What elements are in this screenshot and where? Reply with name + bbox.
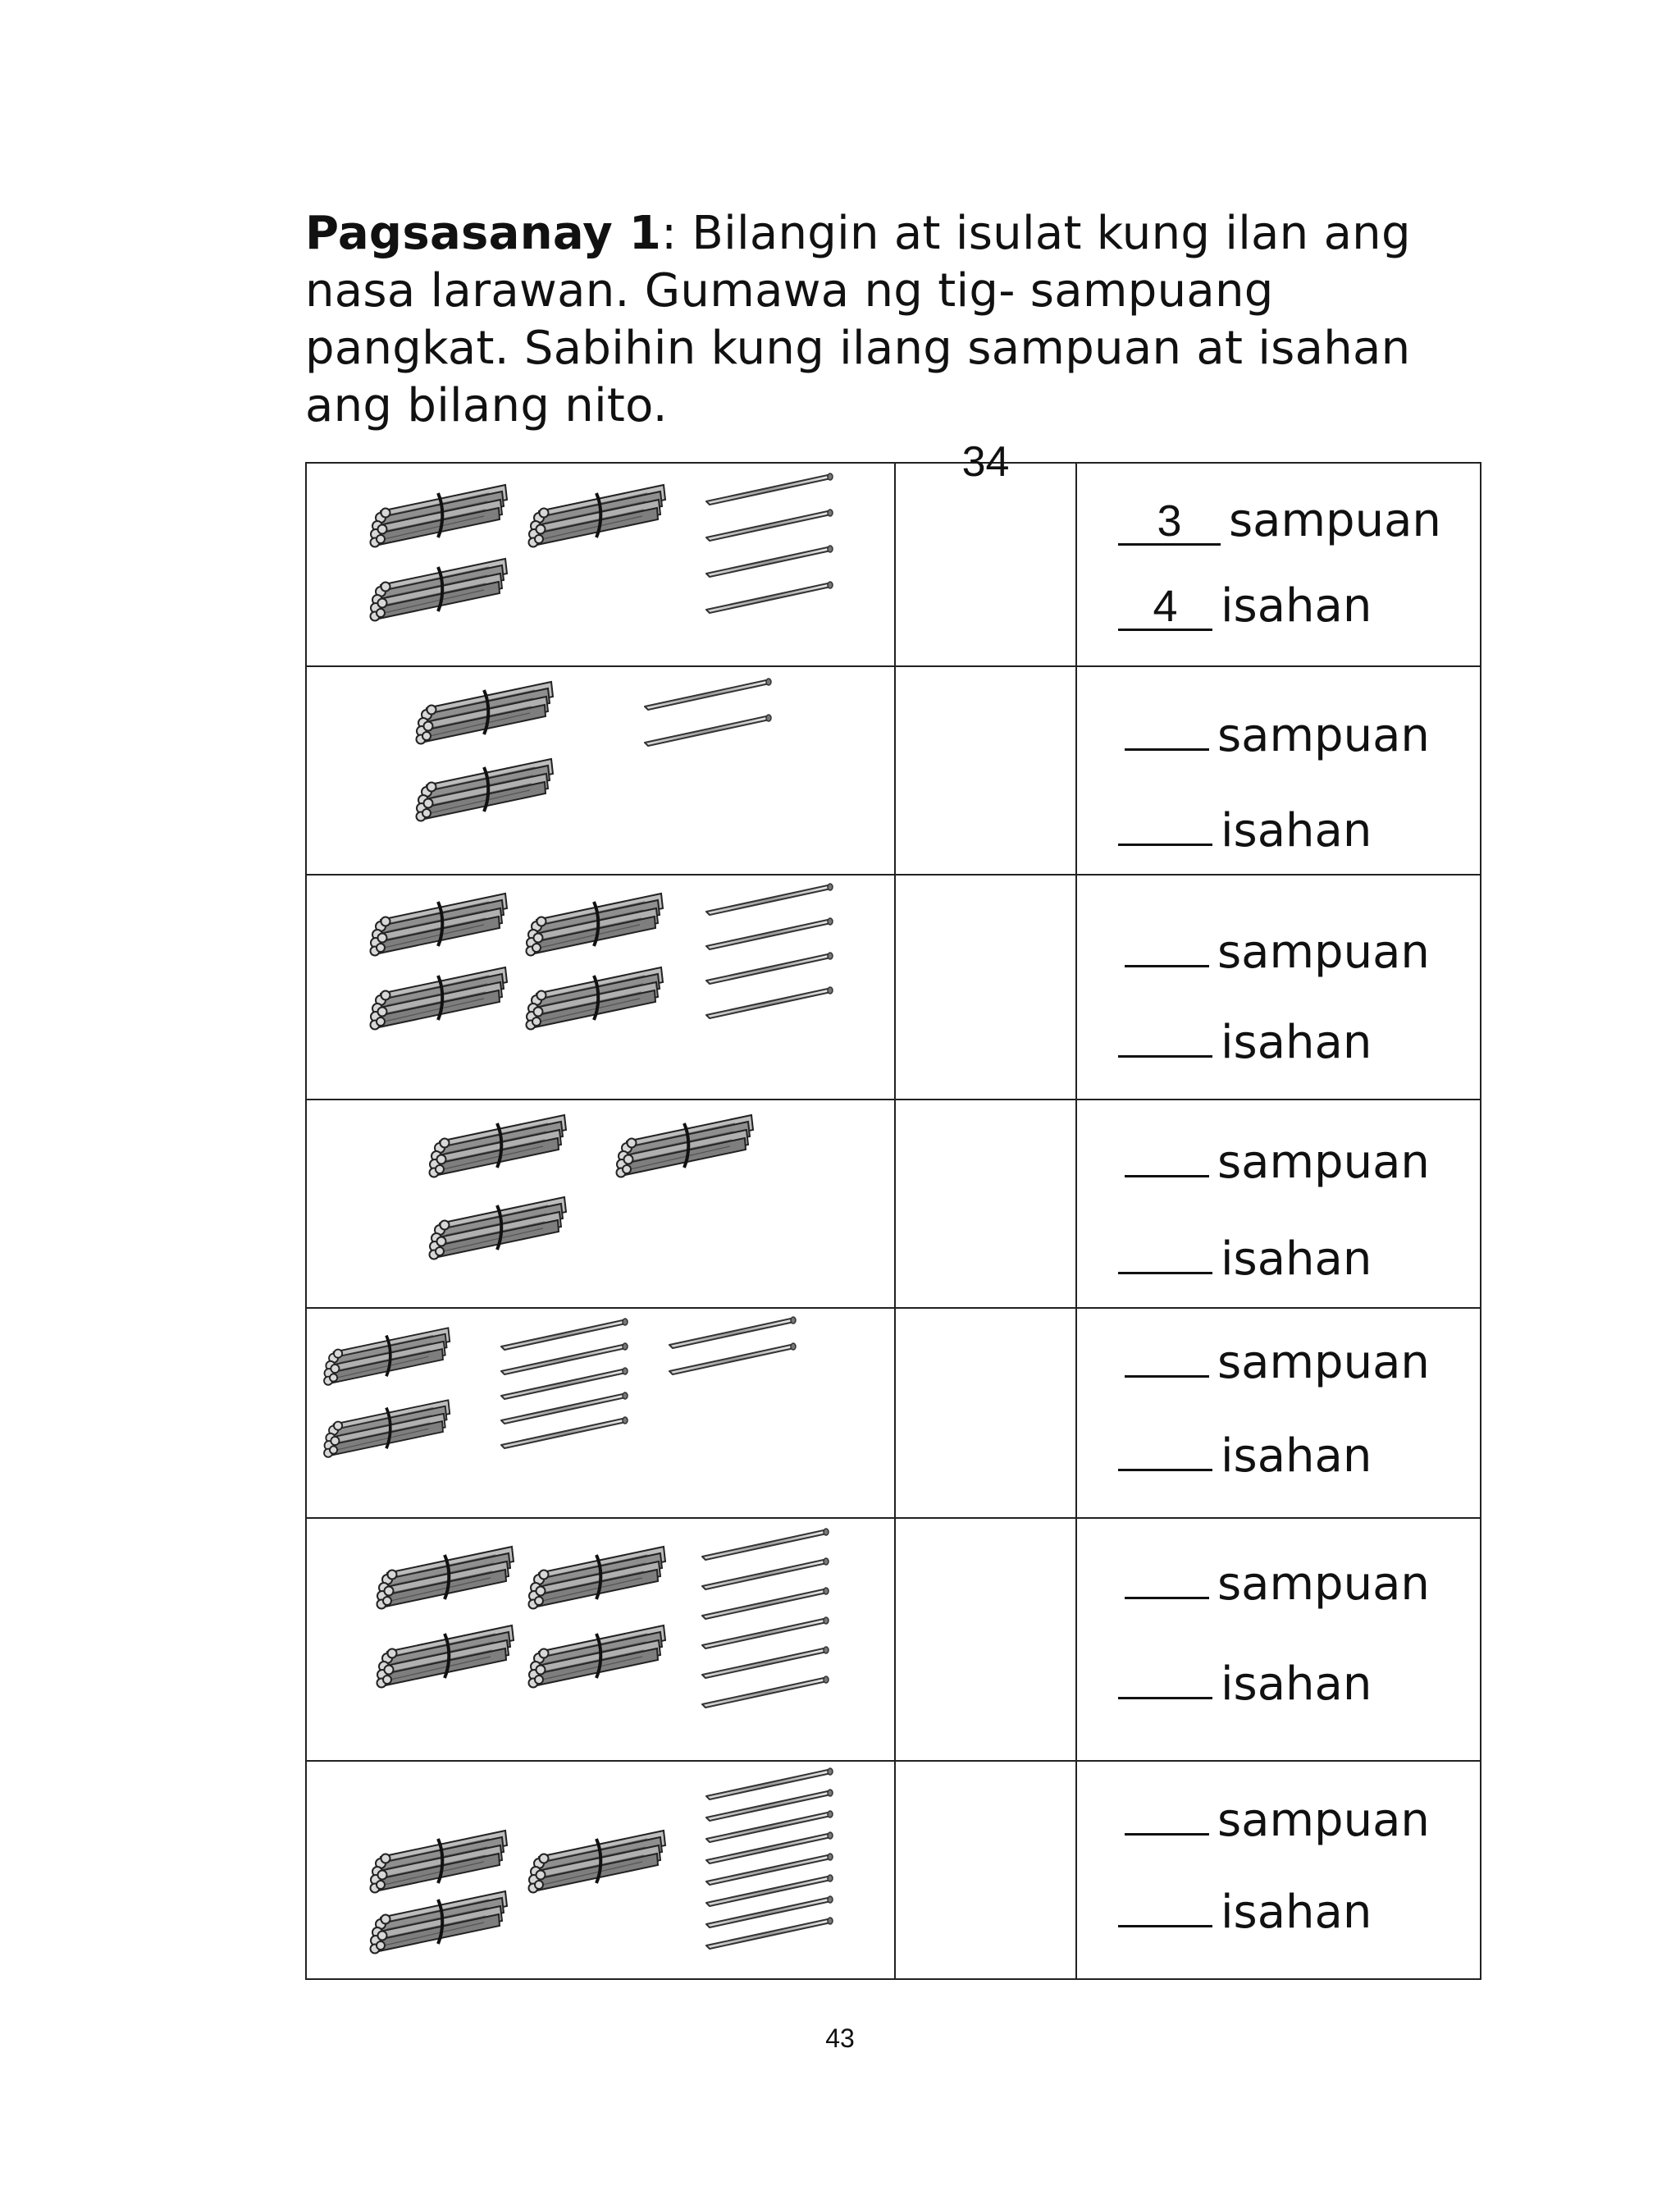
bundles-and-sticks-picture	[307, 1100, 894, 1307]
tens-line	[1125, 1557, 1480, 1611]
single-stick-icon	[706, 884, 833, 915]
ten-bundle-icon	[371, 967, 508, 1030]
tens-line	[1125, 926, 1480, 979]
tens-label: sampuan	[1217, 1136, 1430, 1189]
tens-line	[1125, 709, 1480, 762]
ones-label: isahan	[1221, 1232, 1372, 1286]
single-stick-icon	[501, 1319, 628, 1350]
ten-bundle-icon	[430, 1115, 567, 1177]
bundles-and-sticks-picture	[307, 667, 894, 874]
tens-label: sampuan	[1217, 926, 1430, 979]
ones-label: isahan	[1221, 579, 1372, 633]
count-cell[interactable]	[895, 438, 1076, 666]
single-stick-icon	[706, 582, 833, 613]
single-stick-icon	[645, 715, 771, 746]
ten-bundle-icon	[377, 1547, 514, 1609]
picture-cell	[306, 1100, 895, 1308]
ones-blank[interactable]	[1118, 1272, 1212, 1274]
ten-bundle-icon	[371, 894, 508, 956]
bundles-and-sticks-picture	[307, 1309, 894, 1517]
ones-blank[interactable]	[1118, 1469, 1212, 1471]
table-row	[306, 1761, 1481, 1979]
tens-blank[interactable]	[1125, 1175, 1209, 1177]
answer-cell	[1076, 1761, 1481, 1979]
tens-blank[interactable]	[1125, 1597, 1209, 1599]
single-stick-icon	[702, 1588, 829, 1619]
single-stick-icon	[702, 1529, 829, 1560]
ten-bundle-icon	[377, 1625, 514, 1688]
count-cell[interactable]	[895, 1761, 1076, 1979]
page-number: 43	[825, 2023, 855, 2053]
ones-label: isahan	[1221, 1657, 1372, 1711]
picture-cell	[306, 1761, 895, 1979]
ten-bundle-icon	[324, 1328, 450, 1384]
tens-label: sampuan	[1217, 1336, 1430, 1389]
tens-blank[interactable]: 3	[1118, 499, 1221, 546]
worksheet-table	[305, 438, 1481, 1980]
ones-blank[interactable]	[1118, 1055, 1212, 1058]
single-stick-icon	[702, 1647, 829, 1678]
bundles-and-sticks-picture	[307, 876, 894, 1099]
table-row	[306, 666, 1481, 875]
tens-line	[1125, 1136, 1480, 1189]
tens-label: sampuan	[1217, 709, 1430, 762]
ones-line	[1118, 1886, 1480, 1939]
single-stick-icon	[501, 1343, 628, 1374]
single-stick-icon	[706, 510, 833, 541]
single-stick-icon	[706, 953, 833, 984]
ten-bundle-icon	[371, 1891, 508, 1954]
ones-line	[1118, 1016, 1480, 1069]
ten-bundle-icon	[529, 485, 666, 547]
ten-bundle-icon	[529, 1547, 666, 1609]
ten-bundle-icon	[529, 1625, 666, 1688]
tens-blank[interactable]	[1125, 1833, 1209, 1836]
table-row	[306, 1518, 1481, 1761]
ten-bundle-icon	[529, 1831, 666, 1893]
single-stick-icon	[706, 473, 833, 505]
single-stick-icon	[702, 1676, 829, 1708]
count-cell[interactable]	[895, 1100, 1076, 1308]
picture-cell	[306, 875, 895, 1100]
tens-label: sampuan	[1229, 494, 1441, 547]
ones-line	[1118, 1232, 1480, 1286]
answer-cell	[1076, 1308, 1481, 1518]
count-cell[interactable]	[895, 666, 1076, 875]
ones-line	[1118, 1429, 1480, 1483]
answer-cell	[1076, 463, 1481, 666]
bundles-and-sticks-picture	[307, 464, 894, 665]
single-stick-icon	[706, 987, 833, 1018]
tens-line	[1125, 1336, 1480, 1389]
picture-cell	[306, 1518, 895, 1761]
table-row	[306, 1308, 1481, 1518]
table-row	[306, 463, 1481, 666]
single-stick-icon	[501, 1417, 628, 1448]
ones-blank[interactable]	[1118, 844, 1212, 846]
single-stick-icon	[501, 1392, 628, 1424]
tens-blank[interactable]	[1125, 965, 1209, 967]
answer-cell	[1076, 1100, 1481, 1308]
count-value: 34	[961, 438, 1010, 486]
count-cell[interactable]	[895, 1308, 1076, 1518]
single-stick-icon	[706, 918, 833, 949]
instructions	[305, 205, 1445, 435]
single-stick-icon	[645, 679, 771, 710]
picture-cell	[306, 463, 895, 666]
answer-cell	[1076, 1518, 1481, 1761]
tens-label: sampuan	[1217, 1794, 1430, 1847]
bundles-and-sticks-picture	[307, 1762, 894, 1978]
ten-bundle-icon	[371, 485, 508, 547]
table-row	[306, 1100, 1481, 1308]
ones-label: isahan	[1221, 1016, 1372, 1069]
single-stick-icon	[702, 1558, 829, 1589]
answer-cell	[1076, 666, 1481, 875]
single-stick-icon	[669, 1343, 796, 1374]
ten-bundle-icon	[417, 759, 554, 821]
answer-cell	[1076, 875, 1481, 1100]
ones-line	[1118, 804, 1480, 857]
picture-cell	[306, 1308, 895, 1518]
tens-line	[1125, 1794, 1480, 1847]
ones-label: isahan	[1221, 1429, 1372, 1483]
ones-blank[interactable]	[1118, 1925, 1212, 1927]
ten-bundle-icon	[417, 682, 554, 744]
ones-label: isahan	[1221, 804, 1372, 857]
ten-bundle-icon	[617, 1115, 754, 1177]
ten-bundle-icon	[371, 1831, 508, 1893]
ten-bundle-icon	[324, 1400, 450, 1456]
exercise-label: Pagsasanay 1	[305, 207, 662, 260]
tens-blank[interactable]	[1125, 748, 1209, 751]
single-stick-icon	[706, 546, 833, 577]
bundles-and-sticks-picture	[307, 1519, 894, 1760]
single-stick-icon	[501, 1368, 628, 1399]
tens-line	[1118, 494, 1480, 547]
ten-bundle-icon	[527, 967, 664, 1030]
single-stick-icon	[702, 1617, 829, 1648]
instructions-text: : Bilangin at isulat kung ilan ang nasa larawan. Gumawa ng tig- sampuang pangkat. Sabihin kung ilang sampuan at isahan ang bilang nito.	[305, 207, 1411, 432]
single-stick-icon	[669, 1317, 796, 1348]
tens-label: sampuan	[1217, 1557, 1430, 1611]
table-row	[306, 875, 1481, 1100]
ones-blank[interactable]	[1118, 1697, 1212, 1699]
count-cell[interactable]	[895, 875, 1076, 1100]
picture-cell	[306, 666, 895, 875]
ones-blank[interactable]: 4	[1118, 584, 1212, 631]
tens-blank[interactable]	[1125, 1375, 1209, 1378]
ones-line	[1118, 579, 1480, 633]
ten-bundle-icon	[527, 894, 664, 956]
count-cell[interactable]	[895, 1518, 1076, 1761]
ones-label: isahan	[1221, 1886, 1372, 1939]
ones-line	[1118, 1657, 1480, 1711]
ten-bundle-icon	[430, 1197, 567, 1260]
ten-bundle-icon	[371, 559, 508, 621]
